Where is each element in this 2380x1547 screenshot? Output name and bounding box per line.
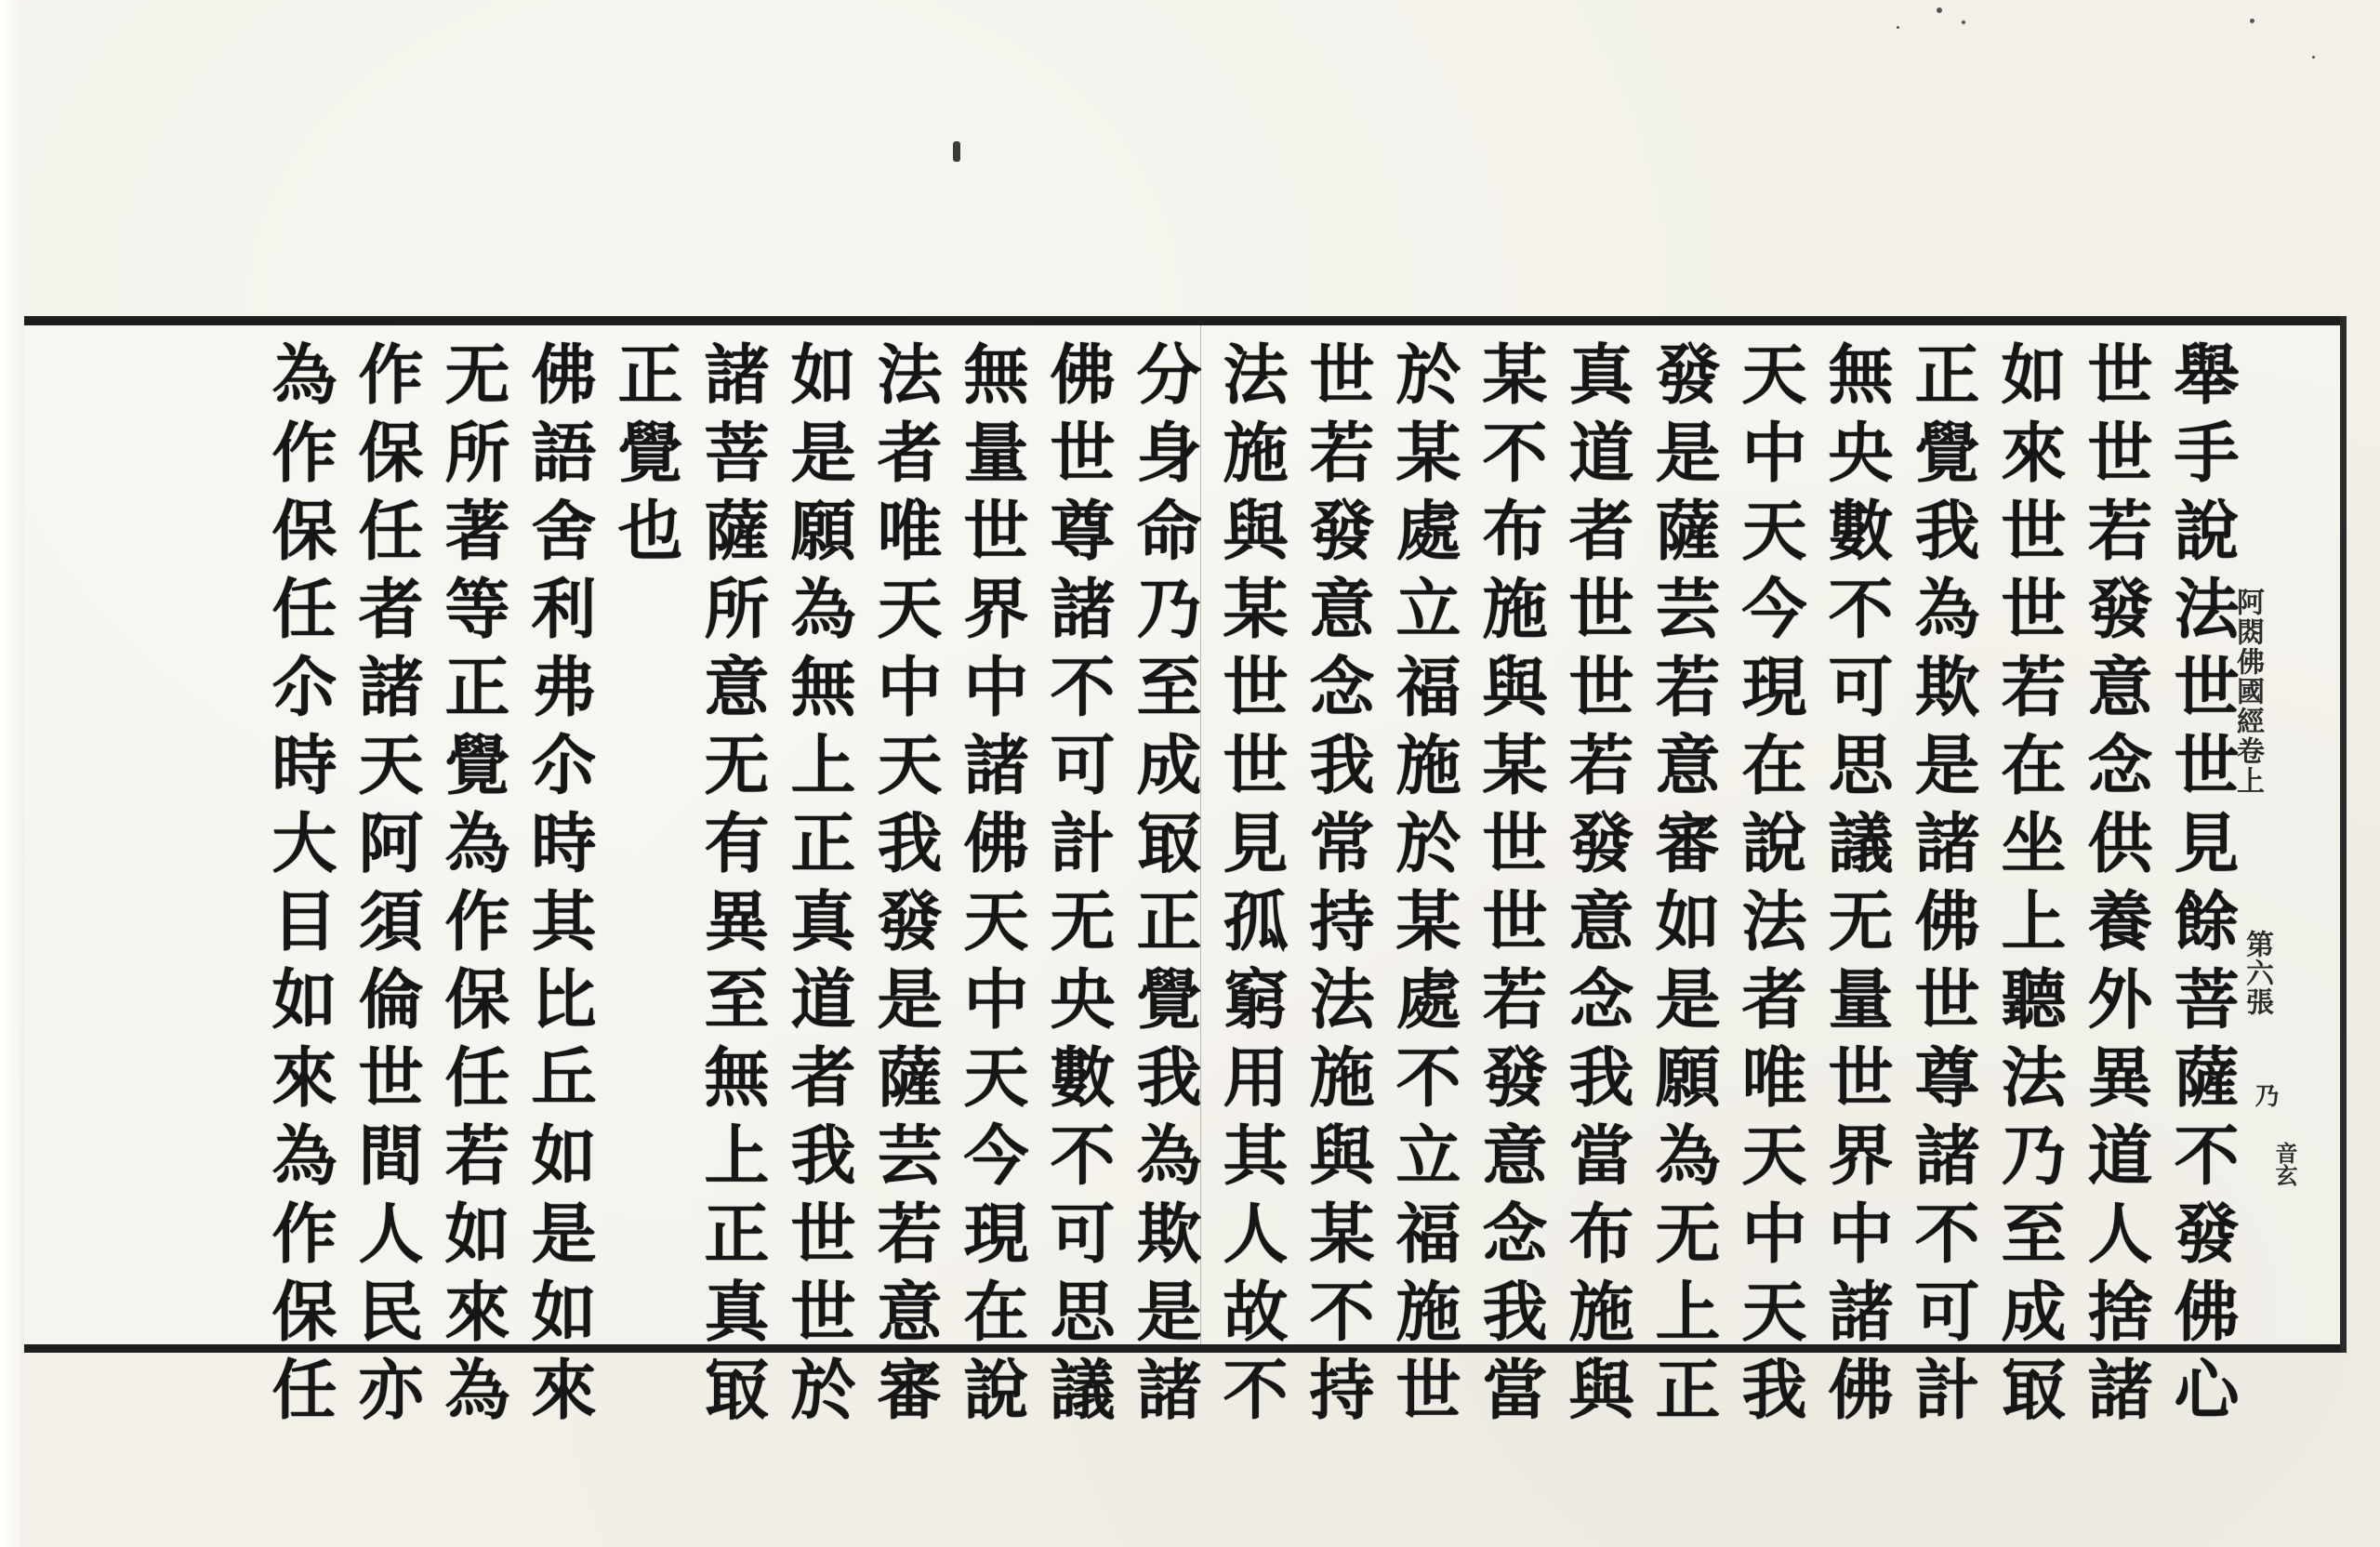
text-column: 諸菩薩所意无有異至無上正真冣 (694, 340, 771, 1434)
text-column: 分身命乃至成冣正覺我為欺是諸 (1126, 340, 1203, 1434)
text-column: 世世若發意念供養外異道人捨諸 (2077, 340, 2154, 1434)
text-column: 正覺也 (607, 340, 684, 575)
text-column: 如是願為無上正真道者我世世於 (780, 340, 857, 1434)
leaf-number: 第六張 (2241, 930, 2273, 1016)
ink-speck (1897, 26, 1899, 29)
text-columns (257, 340, 2245, 1434)
page-edge (0, 0, 20, 1547)
ink-speck (1937, 7, 1942, 13)
ink-speck (2312, 56, 2315, 59)
text-column: 發是薩芸若意審如是願為无上正 (1645, 340, 1722, 1434)
running-title: 阿閦佛國經卷上 (2231, 588, 2264, 796)
text-column: 佛語舍利弗尒時其比丘如是如來 (521, 340, 598, 1434)
text-column: 法施與某世世見孤窮用其人故不 (1212, 340, 1289, 1434)
text-column: 舉手說法世世見餘菩薩不發佛心 (2163, 340, 2241, 1434)
text-column: 無量世界中諸佛天中天今現在說 (953, 340, 1030, 1434)
ink-speck (953, 141, 960, 162)
text-column: 無央數不可思議无量世界中諸佛 (1818, 340, 1895, 1434)
frame-edge (2340, 316, 2347, 1353)
text-column: 世若發意念我常持法施與某不持 (1299, 340, 1376, 1434)
text-column: 法者唯天中天我發是薩芸若意審 (866, 340, 944, 1434)
ink-speck (2250, 19, 2254, 23)
text-column: 正覺我為欺是諸佛世尊諸不可計 (1904, 340, 1981, 1434)
text-column: 為作保任尒時大目如來為作保任 (261, 340, 338, 1434)
count-mark: 音玄 (2271, 1142, 2298, 1186)
carver-mark: 乃 (2251, 1083, 2279, 1107)
text-column: 如來世世若在坐上聽法乃至成冣 (1990, 340, 2068, 1434)
text-column: 天中天今現在說法者唯天中天我 (1731, 340, 1808, 1434)
text-column: 作保任者諸天阿須倫世間人民亦 (348, 340, 425, 1434)
ink-speck (1962, 20, 1965, 24)
text-column: 於某處立福施於某處不立福施世 (1385, 340, 1462, 1434)
text-column: 佛世尊諸不可計无央數不可思議 (1039, 340, 1117, 1434)
text-column: 无所著等正覺為作保任若如來為 (434, 340, 511, 1434)
text-column: 真道者世世若發意念我當布施與 (1558, 340, 1635, 1434)
woodblock-frame (24, 316, 2343, 1434)
text-column: 某不布施與某世世若發意念我當 (1472, 340, 1549, 1434)
